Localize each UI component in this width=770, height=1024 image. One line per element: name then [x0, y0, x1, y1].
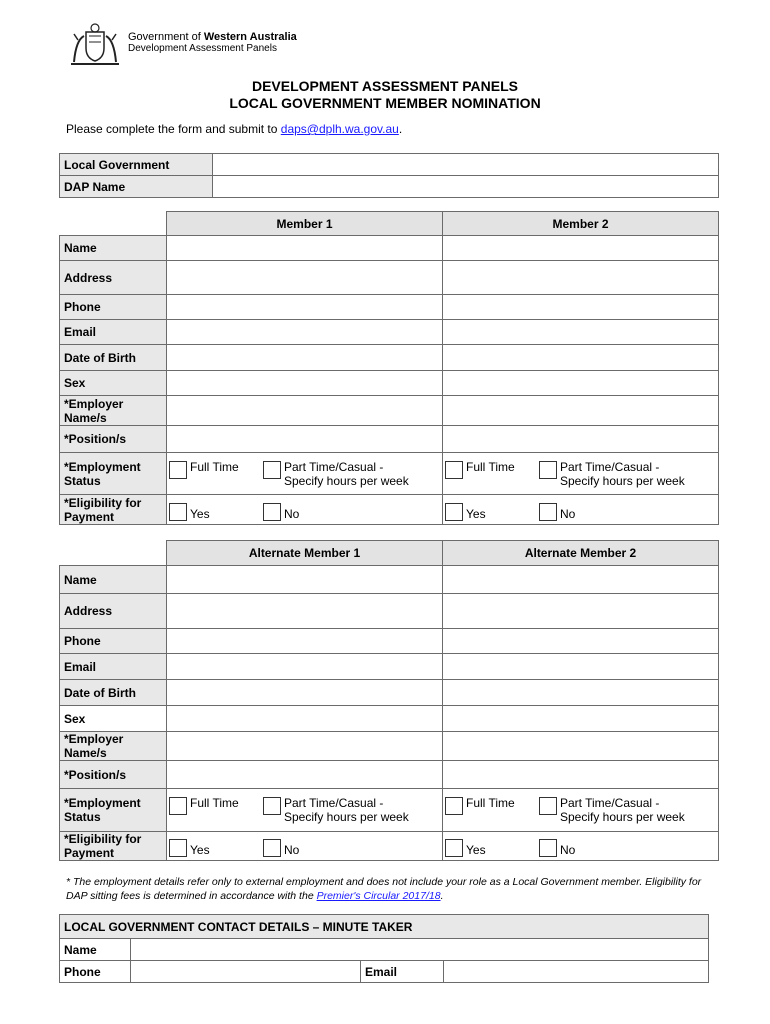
sex-label: Sex: [60, 371, 167, 396]
member-1-name-field[interactable]: [167, 236, 443, 261]
alt-name-label: Name: [60, 566, 167, 594]
alt-email-label: Email: [60, 654, 167, 680]
alt-eligibility-label: *Eligibility for Payment: [60, 832, 167, 861]
alternate-2-name-field[interactable]: [443, 566, 719, 594]
alternate-1-employer-field[interactable]: [167, 732, 443, 761]
alternate-1-address-field[interactable]: [167, 594, 443, 629]
alternate-2-eligibility: Yes No: [443, 832, 719, 861]
member-1-header: Member 1: [167, 212, 443, 236]
alternate-1-no-checkbox[interactable]: [263, 839, 281, 857]
alternate-1-phone-field[interactable]: [167, 629, 443, 654]
alternate-2-part-time-checkbox[interactable]: [539, 797, 557, 815]
alternate-1-position-field[interactable]: [167, 761, 443, 789]
alt-employment-status-label: *Employment Status: [60, 789, 167, 832]
contact-name-label: Name: [60, 939, 131, 961]
member-2-full-time-checkbox[interactable]: [445, 461, 463, 479]
alternate-1-email-field[interactable]: [167, 654, 443, 680]
member-2-dob-field[interactable]: [443, 345, 719, 371]
alternate-2-employment-status: Full Time Part Time/Casual - Specify hours per week: [443, 789, 719, 832]
alt-sex-label: Sex: [60, 706, 167, 732]
wa-coat-of-arms-icon: [66, 22, 124, 68]
alt-dob-label: Date of Birth: [60, 680, 167, 706]
member-2-no-checkbox[interactable]: [539, 503, 557, 521]
contact-table: [59, 914, 709, 983]
contact-name-field[interactable]: [131, 939, 709, 961]
phone-label: Phone: [60, 295, 167, 320]
member-1-employment-status: Full Time Part Time/Casual - Specify hours per week: [167, 453, 443, 495]
dap-name-label: DAP Name: [60, 176, 213, 198]
member-1-full-time-checkbox[interactable]: [169, 461, 187, 479]
alternate-2-full-time-checkbox[interactable]: [445, 797, 463, 815]
form-title-line-1: DEVELOPMENT ASSESSMENT PANELS: [251, 78, 519, 94]
alternate-2-sex-field[interactable]: [443, 706, 719, 732]
member-1-address-field[interactable]: [167, 261, 443, 295]
alternate-2-phone-field[interactable]: [443, 629, 719, 654]
alternates-table: [59, 540, 719, 861]
member-2-header: Member 2: [443, 212, 719, 236]
member-2-address-field[interactable]: [443, 261, 719, 295]
alt-position-label: *Position/s: [60, 761, 167, 789]
alternate-2-header: Alternate Member 2: [443, 541, 719, 566]
member-2-eligibility: Yes No: [443, 495, 719, 525]
alternate-1-dob-field[interactable]: [167, 680, 443, 706]
intro-text: Please complete the form and submit to daps@dplh.wa.gov.au.: [66, 122, 403, 136]
alternate-2-address-field[interactable]: [443, 594, 719, 629]
member-1-part-time-checkbox[interactable]: [263, 461, 281, 479]
local-government-field[interactable]: [213, 154, 719, 176]
member-1-position-field[interactable]: [167, 426, 443, 453]
contact-email-field[interactable]: [444, 961, 709, 983]
member-2-sex-field[interactable]: [443, 371, 719, 396]
contact-phone-label: Phone: [60, 961, 131, 983]
alternate-1-yes-checkbox[interactable]: [169, 839, 187, 857]
submit-email-link[interactable]: daps@dplh.wa.gov.au: [280, 122, 399, 136]
contact-email-label: Email: [361, 961, 444, 983]
alternate-2-employer-field[interactable]: [443, 732, 719, 761]
council-table: [59, 153, 719, 198]
alt-phone-label: Phone: [60, 629, 167, 654]
member-2-yes-checkbox[interactable]: [445, 503, 463, 521]
member-1-dob-field[interactable]: [167, 345, 443, 371]
alternate-1-eligibility: Yes No: [167, 832, 443, 861]
name-label: Name: [60, 236, 167, 261]
member-2-phone-field[interactable]: [443, 295, 719, 320]
member-2-employment-status: Full Time Part Time/Casual - Specify hours per week: [443, 453, 719, 495]
dap-name-field[interactable]: [213, 176, 719, 198]
members-table: [59, 211, 719, 525]
alternate-2-position-field[interactable]: [443, 761, 719, 789]
contact-phone-field[interactable]: [131, 961, 361, 983]
alternate-1-sex-field[interactable]: [167, 706, 443, 732]
member-1-email-field[interactable]: [167, 320, 443, 345]
local-government-label: Local Government: [60, 154, 213, 176]
member-2-email-field[interactable]: [443, 320, 719, 345]
employer-label: *Employer Name/s: [60, 396, 167, 426]
member-1-sex-field[interactable]: [167, 371, 443, 396]
form-title-line-2: LOCAL GOVERNMENT MEMBER NOMINATION: [229, 95, 541, 111]
member-1-yes-checkbox[interactable]: [169, 503, 187, 521]
position-label: *Position/s: [60, 426, 167, 453]
employment-status-label: *Employment Status: [60, 453, 167, 495]
member-1-no-checkbox[interactable]: [263, 503, 281, 521]
employment-footnote: * The employment details refer only to external employment and does not include your role as a Local Government member. Eligibility for DAP sitting fees is determined in accordance with the Premier's Circular 2017/18.: [66, 876, 702, 902]
member-2-name-field[interactable]: [443, 236, 719, 261]
alternate-2-yes-checkbox[interactable]: [445, 839, 463, 857]
member-2-employer-field[interactable]: [443, 396, 719, 426]
alternate-2-dob-field[interactable]: [443, 680, 719, 706]
alternate-1-full-time-checkbox[interactable]: [169, 797, 187, 815]
dob-label: Date of Birth: [60, 345, 167, 371]
alternate-2-email-field[interactable]: [443, 654, 719, 680]
alternate-2-no-checkbox[interactable]: [539, 839, 557, 857]
alternate-1-part-time-checkbox[interactable]: [263, 797, 281, 815]
government-header: [66, 22, 386, 70]
agency-name: Development Assessment Panels: [128, 43, 277, 54]
member-2-part-time-checkbox[interactable]: [539, 461, 557, 479]
alternate-1-employment-status: Full Time Part Time/Casual - Specify hours per week: [167, 789, 443, 832]
alternate-1-header: Alternate Member 1: [167, 541, 443, 566]
alt-address-label: Address: [60, 594, 167, 629]
member-1-eligibility: Yes No: [167, 495, 443, 525]
member-1-phone-field[interactable]: [167, 295, 443, 320]
government-name: Government of Western Australia: [128, 31, 297, 43]
member-1-employer-field[interactable]: [167, 396, 443, 426]
address-label: Address: [60, 261, 167, 295]
email-label: Email: [60, 320, 167, 345]
alt-employer-label: *Employer Name/s: [60, 732, 167, 761]
premiers-circular-link[interactable]: Premier's Circular 2017/18: [316, 890, 441, 902]
eligibility-label: *Eligibility for Payment: [60, 495, 167, 525]
contact-section-title: LOCAL GOVERNMENT CONTACT DETAILS – MINUTE TAKER: [60, 915, 709, 939]
alternate-1-name-field[interactable]: [167, 566, 443, 594]
member-2-position-field[interactable]: [443, 426, 719, 453]
